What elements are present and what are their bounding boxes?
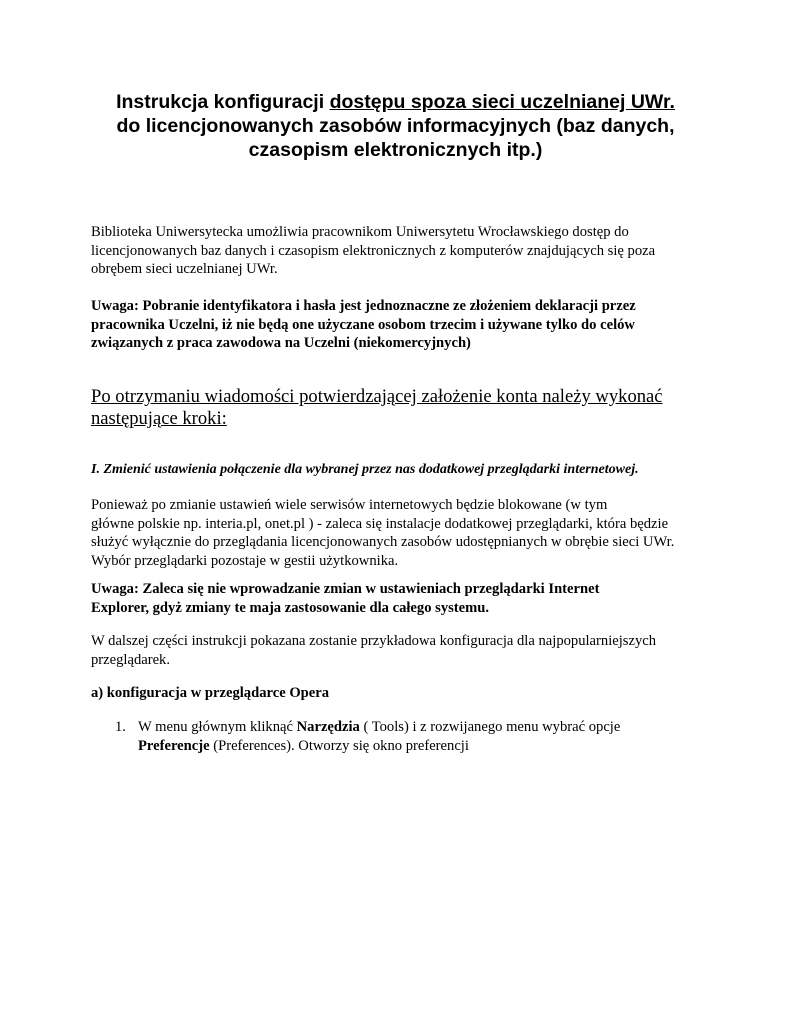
list-number: 1.	[115, 719, 126, 735]
document-title	[60, 90, 731, 162]
subsection-opera-title: a) konfiguracja w przeglądarce Opera	[91, 685, 330, 701]
title-line-3: czasopism elektronicznych itp.)	[248, 139, 543, 161]
title-underlined-text: dostępu spoza sieci uczelnianej UWr.	[329, 91, 675, 113]
examples-paragraph: W dalszej części instrukcji pokazana zostanie przykładowa konfiguracja dla najpopularniejszych przeglądarek.	[91, 633, 657, 668]
title-line-2: do licencjonowanych zasobów informacyjnych (baz danych,	[116, 115, 675, 137]
title-line-1: Instrukcja konfiguracji dostępu spoza sieci uczelnianej UWr.	[116, 91, 675, 113]
warning-paragraph-2: Uwaga: Zaleca się nie wprowadzanie zmian w ustawieniach przeglądarki Internet Explorer, gdyż zmiany te maja zastosowanie dla całego systemu.	[91, 581, 600, 616]
menu-tools-label: Narzędzia	[296, 719, 360, 735]
menu-preferences-label: Preferencje	[138, 737, 210, 754]
browser-paragraph: Ponieważ po zmianie ustawień wiele serwisów internetowych będzie blokowane (w tym główne polskie np. interia.pl, onet.pl ) - zaleca się instalacje dodatkowej przeglądarki, która będzie służyć wyłącznie do przeglądania licencjonowanych zasobów udostępnianych w obrębie sieci UWr. Wybór przeglądarki pozostaje w gestii użytkownika.	[91, 497, 675, 569]
warning-paragraph-1: Uwaga: Pobranie identyfikatora i hasła jest jednoznaczne ze złożeniem deklaracji przez pracownika Uczelni, iż nie będą one użyczane osobom trzecim i używane tylko do celów związanych z praca zawodowa na Uczelni (niekomercyjnych)	[91, 298, 636, 351]
list-item-text: W menu głównym kliknąć Narzędzia ( Tools) i z rozwijanego menu wybrać opcje Preferencje (Preferences). Otworzy się okno preferencji	[138, 719, 621, 754]
section-1-title: I. Zmienić ustawienia połączenie dla wybranej przez nas dodatkowej przeglądarki internetowej.	[91, 462, 639, 477]
steps-heading: Po otrzymaniu wiadomości potwierdzającej założenie konta należy wykonać następujące kroki:	[91, 386, 663, 429]
intro-paragraph: Biblioteka Uniwersytecka umożliwia pracownikom Uniwersytetu Wrocławskiego dostęp do licencjonowanych baz danych i czasopism elektronicznych z komputerów znajdujących się poza obrębem sieci uczelnianej UWr.	[91, 224, 656, 277]
